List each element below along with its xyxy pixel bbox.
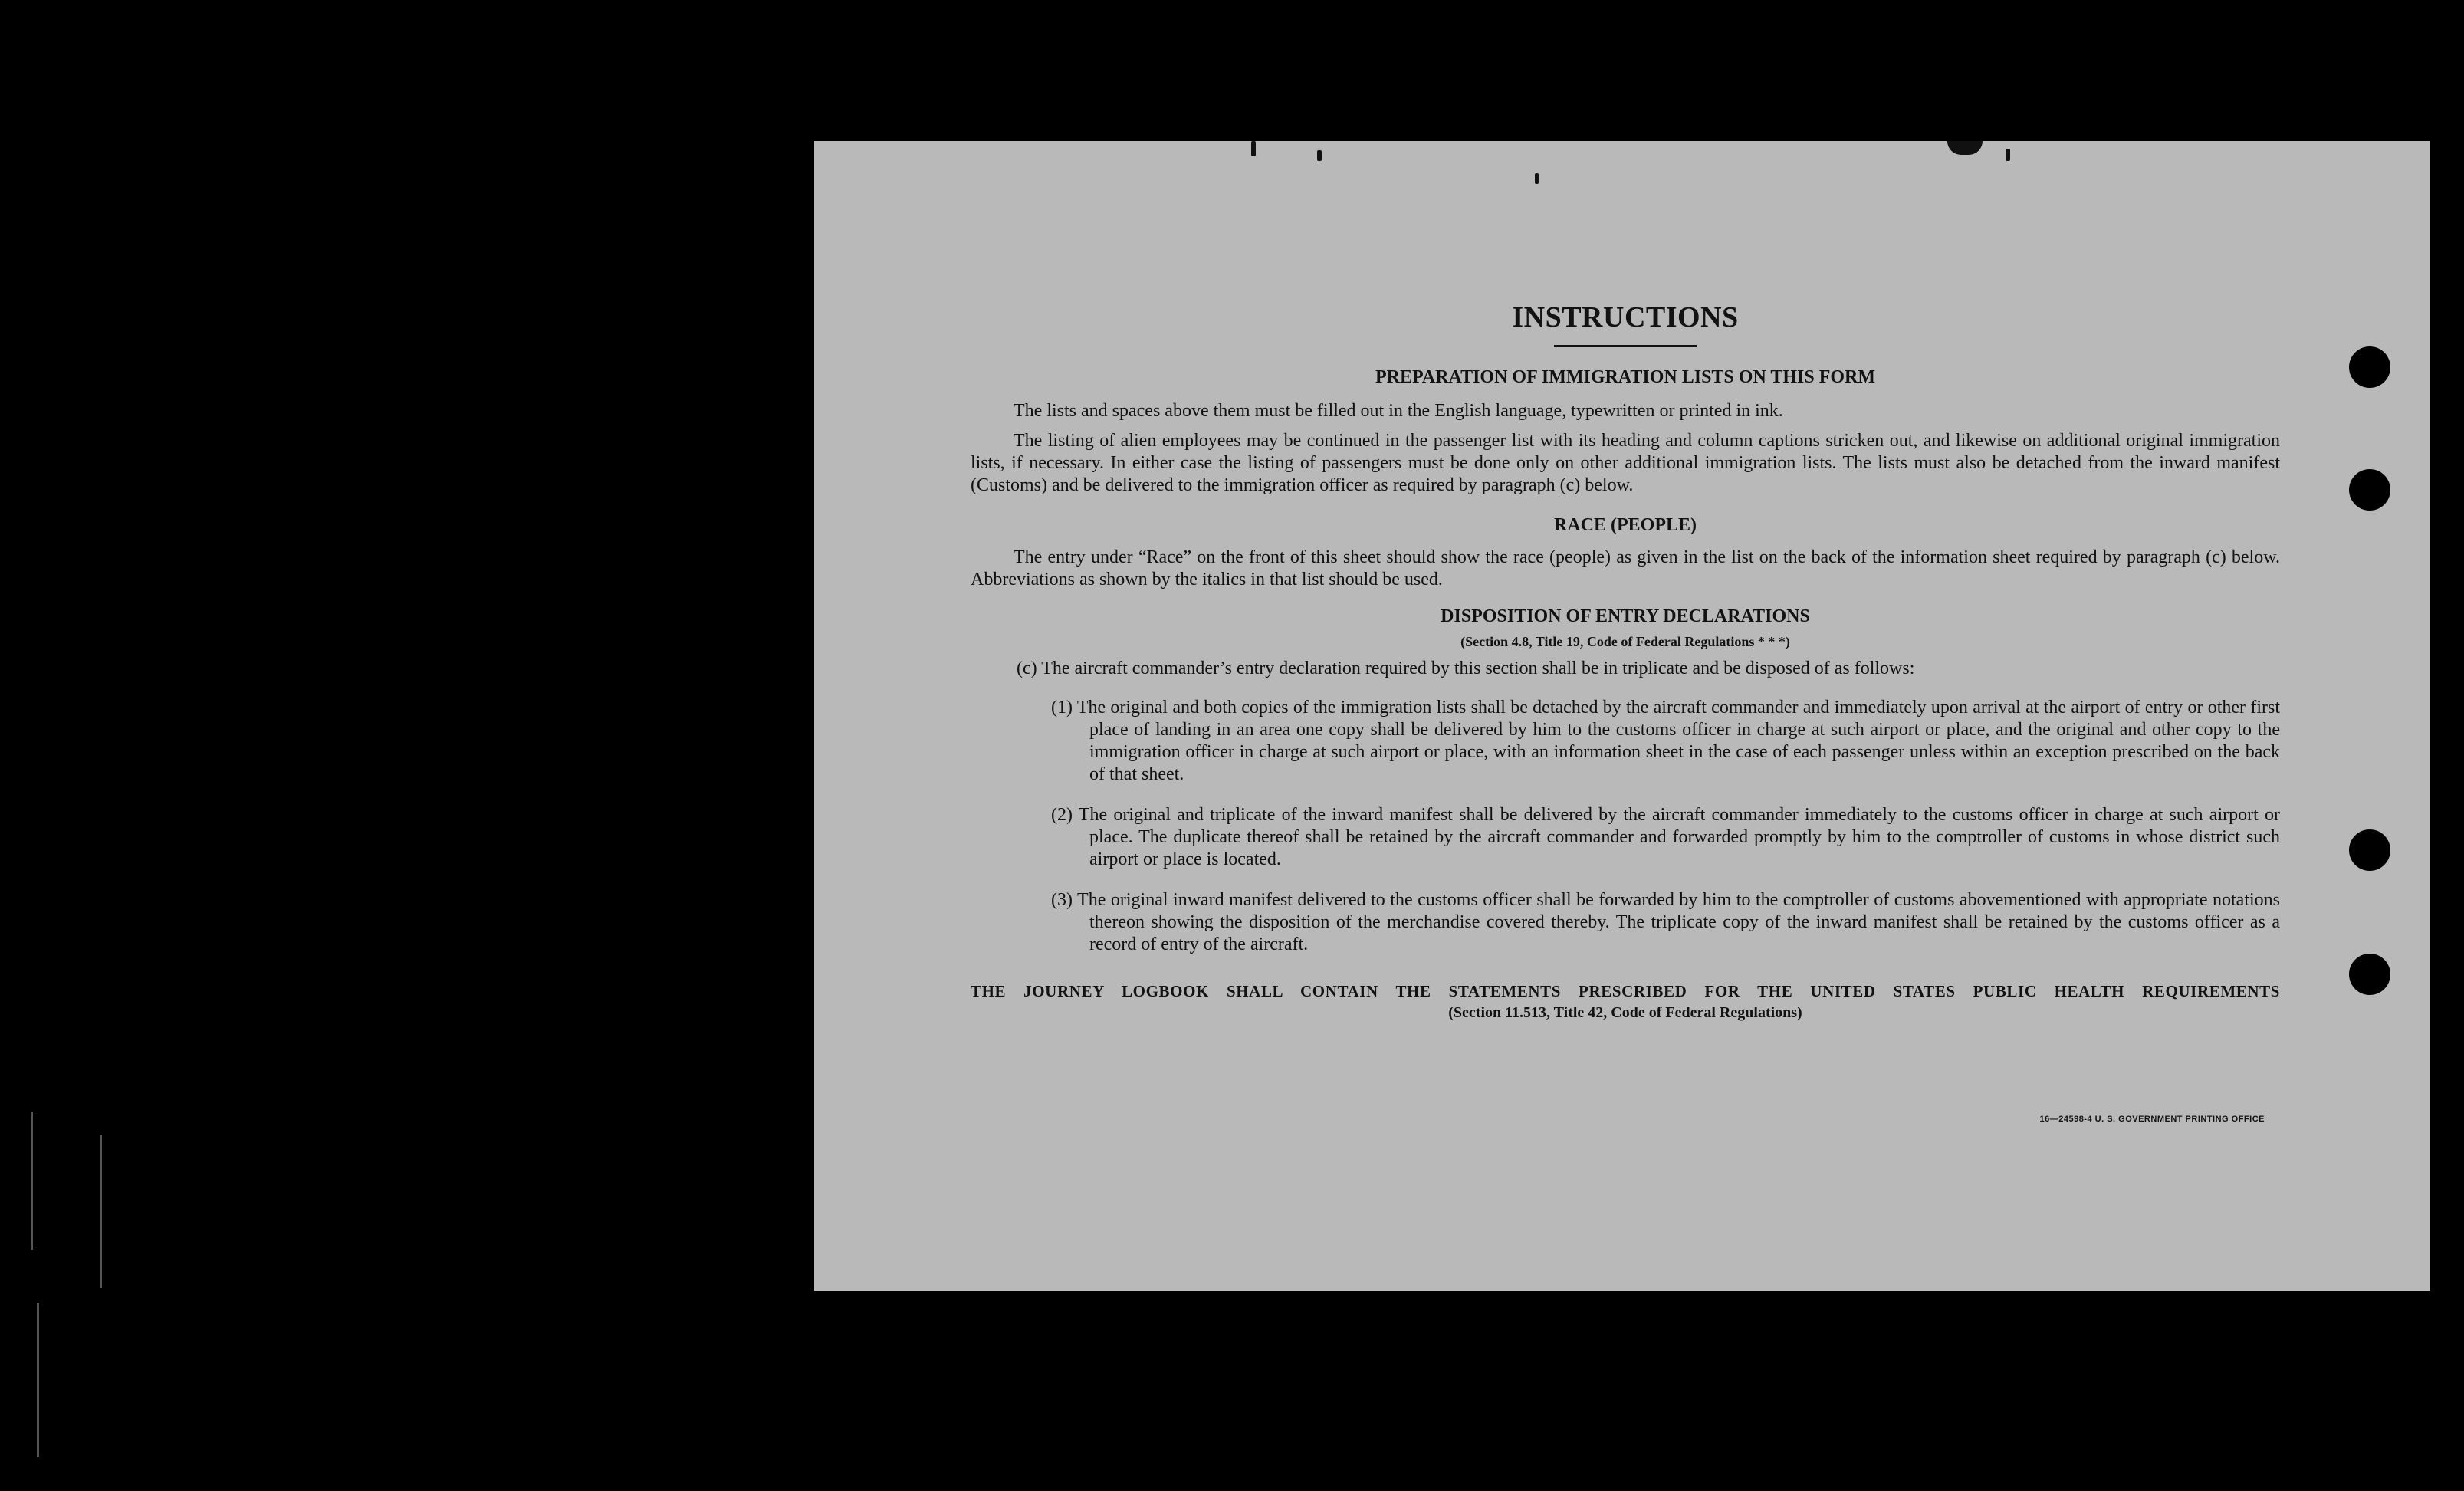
disposition-item-3: (3) The original inward manifest delivered to the customs officer shall be forwarded by him to the comptroller of customs abovementioned with appropriate notations thereon showing the disposition of the merchandise covered thereby. The triplicate copy of the inward manifest shall be retained by the customs officer as a record of entry of the aircraft.: [1051, 889, 2280, 954]
punch-hole: [2349, 469, 2390, 511]
section-heading-disposition: DISPOSITION OF ENTRY DECLARATIONS: [1441, 606, 1810, 626]
section-heading-race: RACE (PEOPLE): [1554, 514, 1697, 535]
title-underline: [1554, 345, 1697, 347]
punch-hole: [2349, 346, 2390, 388]
paper-speck: [1251, 141, 1256, 156]
disposition-item-1: (1) The original and both copies of the immigration lists shall be detached by the aircraft commander and immediately upon arrival at the airport of entry or other first place of landing in an area one copy shall be delivered by him to the customs officer in charge at such airport or place, and the original and other copy to the immigration officer in charge at such airport or place, with an information sheet in the case of each passenger unless within an exception prescribed on the back of that sheet.: [1051, 697, 2280, 784]
paper-speck: [1947, 141, 1983, 155]
race-paragraph: The entry under “Race” on the front of this sheet should show the race (people) as given in the list on the back of the information sheet required by paragraph (c) below. Abbreviations as shown by the italics in that list should be used.: [971, 547, 2280, 590]
printer-mark: 16—24598-4 U. S. GOVERNMENT PRINTING OFFICE: [2039, 1115, 2265, 1124]
disposition-citation: (Section 4.8, Title 19, Code of Federal Regulations * * *): [1460, 634, 1790, 650]
instructions-content: [971, 300, 2280, 1023]
preparation-paragraph-1: The lists and spaces above them must be filled out in the English language, typewritten or printed in ink.: [1014, 400, 1783, 421]
document-page: [814, 141, 2430, 1291]
paper-speck: [1317, 150, 1322, 161]
disposition-clause: (c) The aircraft commander’s entry declaration required by this section shall be in triplicate and be disposed of as follows:: [1017, 658, 1915, 678]
public-health-citation: (Section 11.513, Title 42, Code of Federal Regulations): [1448, 1003, 1802, 1021]
preparation-paragraph-2: The listing of alien employees may be continued in the passenger list with its heading and column captions stricken out, and likewise on additional original immigration lists, if necessary. In either case the listing of passengers must be done only on other additional immigration lists. The lists must also be detached from the inward manifest (Customs) and be delivered to the immigration officer as required by paragraph (c) below.: [971, 430, 2280, 495]
disposition-item-2: (2) The original and triplicate of the inward manifest shall be delivered by the aircraft commander immediately to the customs officer in charge at such airport or place. The duplicate thereof shall be retained by the aircraft commander and forwarded promptly by him to the comptroller of customs in whose district such airport or place is located.: [1051, 804, 2280, 869]
punch-hole: [2349, 829, 2390, 871]
section-heading-preparation: PREPARATION OF IMMIGRATION LISTS ON THIS FORM: [1375, 366, 1876, 387]
punch-hole: [2349, 954, 2390, 995]
scan-streak: [31, 1112, 33, 1250]
scan-streak: [100, 1135, 102, 1288]
public-health-statement: THE JOURNEY LOGBOOK SHALL CONTAIN THE STATEMENTS PRESCRIBED FOR THE UNITED STATES PUBLIC HEALTH REQUIREMENTS: [971, 981, 2280, 1000]
scan-streak: [37, 1303, 39, 1457]
paper-speck: [2006, 149, 2010, 161]
page-title: INSTRUCTIONS: [1512, 301, 1739, 333]
paper-speck: [1535, 173, 1539, 184]
